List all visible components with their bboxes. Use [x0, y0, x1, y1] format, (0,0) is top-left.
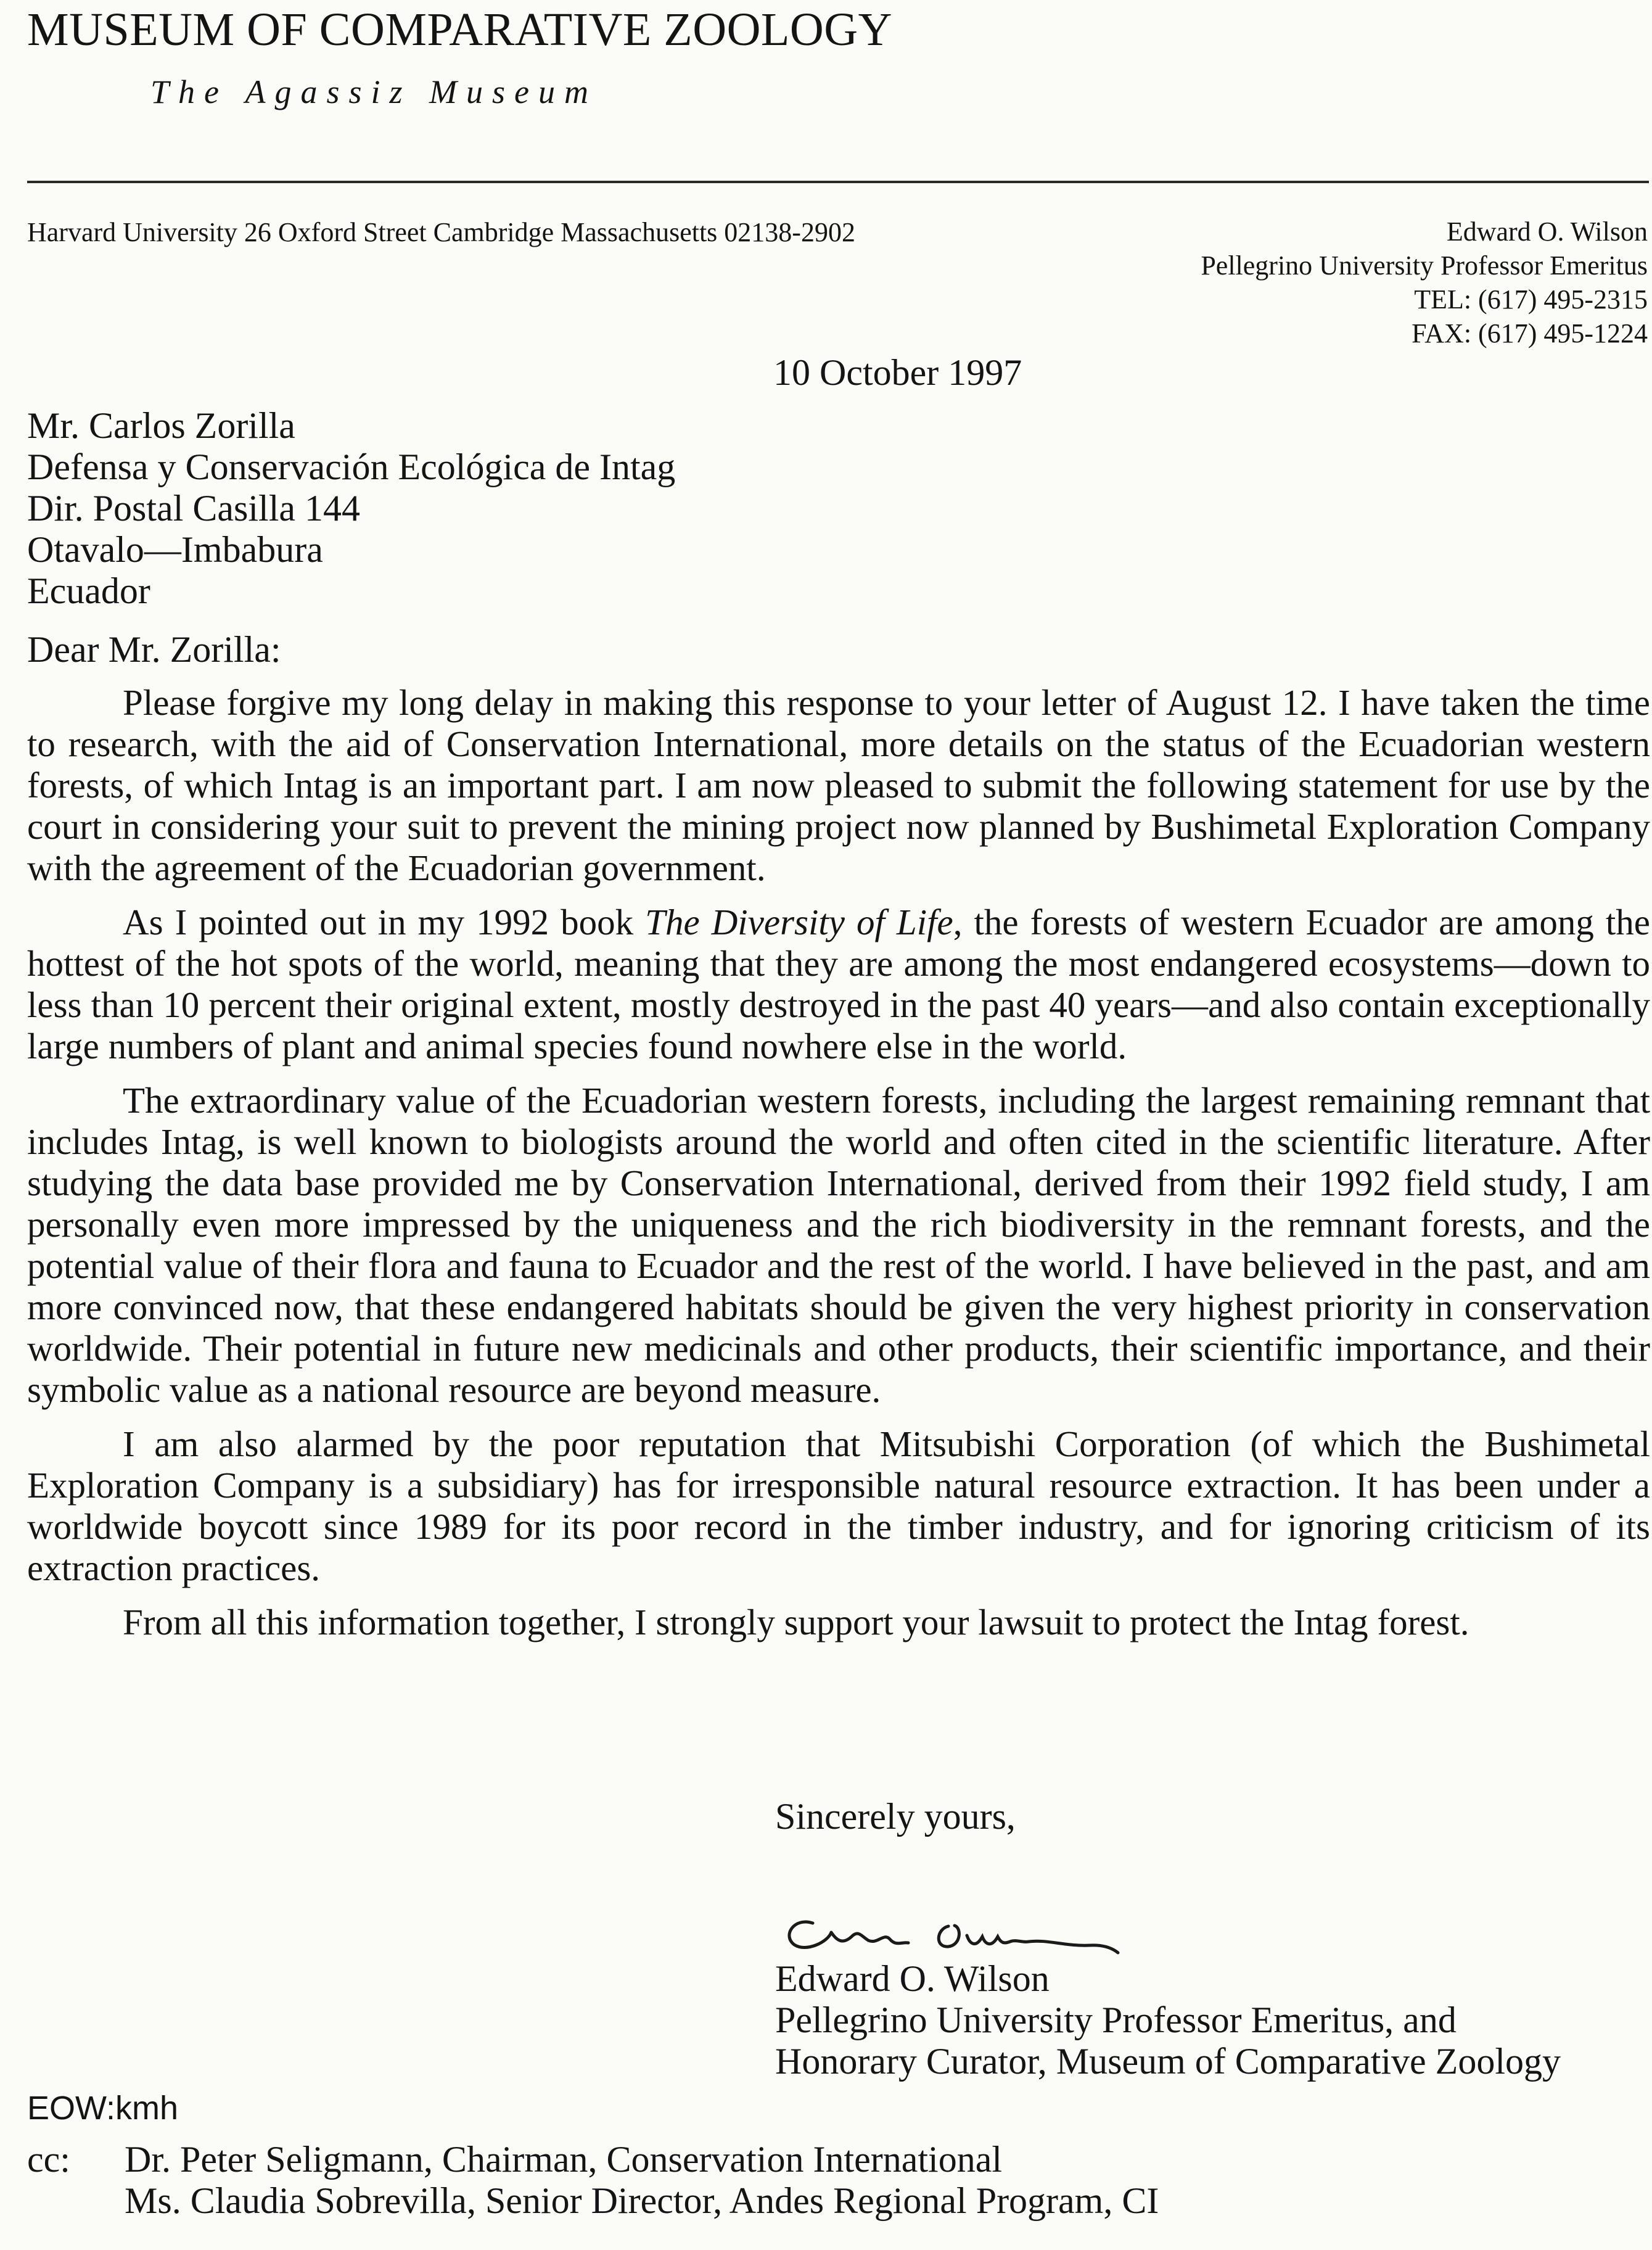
cc-recipient: Ms. Claudia Sobrevilla, Senior Director, Andes Regional Program, CI	[125, 2180, 1159, 2221]
recipient-name: Mr. Carlos Zorilla	[27, 405, 295, 446]
book-title: The Diversity of Life	[645, 902, 953, 942]
closing: Sincerely yours,	[775, 1796, 1016, 1837]
signature-block	[775, 1958, 1561, 2082]
letterhead-address: Harvard University 26 Oxford Street Cambridge Massachusetts 02138-2902	[27, 217, 855, 247]
body-paragraph-4: I am also alarmed by the poor reputation that Mitsubishi Corporation (of which the Bushimetal Exploration Company is a subsidiary) has for irresponsible natural resource extraction. It has been under a worldwide boycott since 1989 for its poor record in the timber industry, and for ignoring criticism of its extraction practices.	[27, 1424, 1650, 1588]
signer-title-1: Pellegrino University Professor Emeritus, and	[775, 2000, 1457, 2040]
museum-subtitle: The Agassiz Museum	[150, 73, 598, 110]
reference-initials: EOW:kmh	[27, 2090, 179, 2127]
letter-date: 10 October 1997	[773, 352, 1022, 393]
sender-title: Pellegrino University Professor Emeritus	[1201, 250, 1648, 281]
sender-block	[1201, 215, 1648, 350]
recipient-country: Ecuador	[27, 571, 150, 611]
body-paragraph-1: Please forgive my long delay in making this response to your letter of August 12. I have taken the time to research, with the aid of Conservation International, more details on the status of the Ecuadorian western forests, of which Intag is an important part. I am now pleased to submit the following statement for use by the court in considering your suit to prevent the mining project now planned by Bushimetal Exploration Company with the agreement of the Ecuadorian government.	[27, 682, 1650, 888]
recipient-organization: Defensa y Conservación Ecológica de Intag	[27, 447, 676, 487]
body-paragraph-5: From all this information together, I strongly support your lawsuit to protect the Intag forest.	[123, 1602, 1469, 1642]
recipient-address	[27, 405, 675, 612]
signer-title-2: Honorary Curator, Museum of Comparative Zoology	[775, 2041, 1561, 2082]
recipient-city: Otavalo—Imbabura	[27, 529, 323, 570]
recipient-postal: Dir. Postal Casilla 144	[27, 488, 360, 529]
cc-list	[125, 2139, 1159, 2222]
sender-fax: FAX: (617) 495-1224	[1412, 318, 1648, 348]
body-paragraph-3: The extraordinary value of the Ecuadorian western forests, including the largest remaining remnant that includes Intag, is well known to biologists around the world and often cited in the scientific literature. After studying the data base provided me by Conservation International, derived from their 1992 field study, I am personally even more impressed by the uniqueness and the rich biodiversity in the remnant forests, and the potential value of their flora and fauna to Ecuador and the rest of the world. I have believed in the past, and am more convinced now, that these endangered habitats should be given the very highest priority in conservation worldwide. Their potential in future new medicinals and other products, their scientific importance, and their symbolic value as a national resource are beyond measure.	[27, 1080, 1650, 1410]
body-paragraph-2	[27, 902, 1650, 1067]
cc-recipient: Dr. Peter Seligmann, Chairman, Conservation International	[125, 2139, 1003, 2180]
sender-name: Edward O. Wilson	[1446, 216, 1648, 247]
cc-label: cc:	[27, 2139, 70, 2180]
body-paragraph-2-start: As I pointed out in my 1992 book	[123, 902, 646, 942]
letterhead-divider	[27, 181, 1649, 183]
signer-name: Edward O. Wilson	[775, 1958, 1050, 1999]
museum-name: MUSEUM OF COMPARATIVE ZOOLOGY	[27, 4, 893, 56]
sender-tel: TEL: (617) 495-2315	[1414, 284, 1648, 315]
salutation: Dear Mr. Zorilla:	[27, 629, 281, 670]
body-paragraph-2-end: , the forests of western Ecuador are among the hottest of the hot spots of the world, meaning that they are among the most endangered ecosystems—down to less than 10 percent their original extent, mostly destroyed in the past 40 years—and also contain exceptionally large numbers of plant and animal species found nowhere else in the world.	[27, 902, 1650, 1066]
letter-body	[27, 682, 1650, 1656]
